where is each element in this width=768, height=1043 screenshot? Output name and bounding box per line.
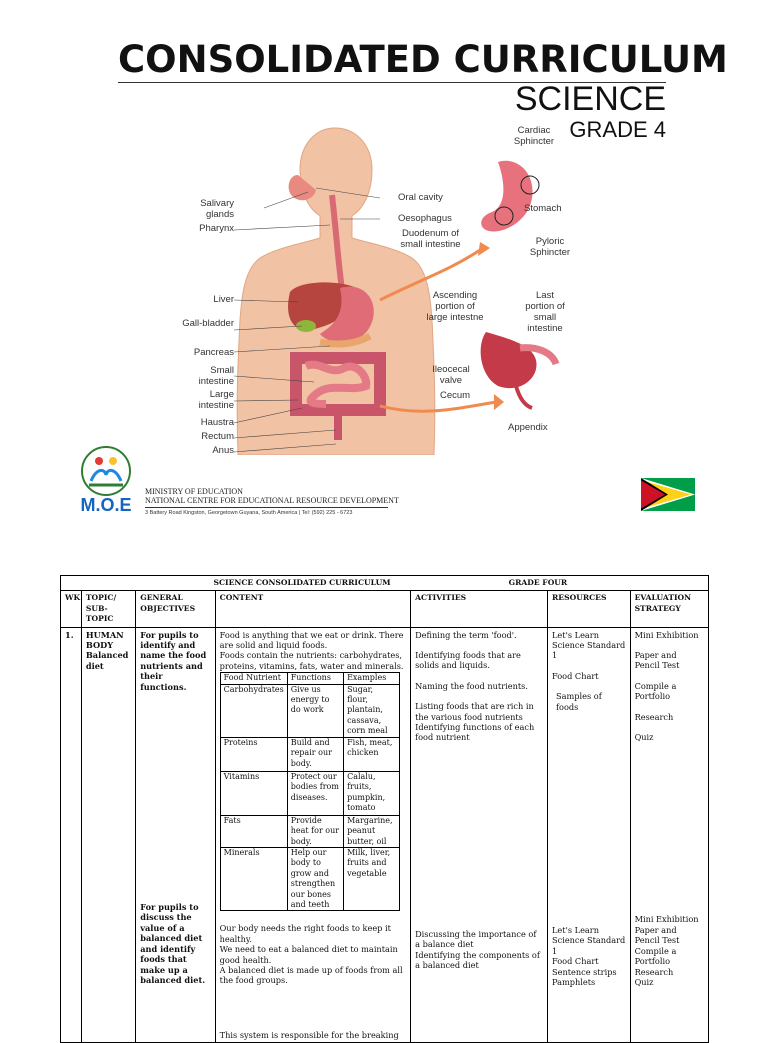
document-title: CONSOLIDATED CURRICULUM bbox=[118, 38, 728, 81]
nutrient-examples: Margarine, peanut butter, oil bbox=[344, 815, 400, 847]
nutrient-name: Minerals bbox=[220, 847, 287, 910]
header-evaluation: EVALUATION STRATEGY bbox=[630, 591, 708, 627]
content-paragraph: We need to eat a balanced diet to maintain good health. bbox=[219, 944, 398, 965]
content-paragraph: Foods contain the nutrients: carbohydrates, proteins, vitamins, fats, water and minerals. bbox=[219, 650, 404, 671]
ministry-divider bbox=[145, 507, 388, 508]
nutrient-function: Protect our bodies from diseases. bbox=[287, 771, 343, 815]
evaluation-item: Mini Exhibition bbox=[634, 914, 699, 925]
table-grade: GRADE FOUR bbox=[411, 576, 709, 591]
activity-item: Identifying the components of a balanced diet bbox=[415, 949, 540, 971]
label-ileocecal-valve: Ileocecal valve bbox=[432, 364, 470, 386]
label-liver: Liver bbox=[213, 294, 234, 305]
objectives-cell bbox=[136, 627, 215, 1043]
nutrient-header: Functions bbox=[287, 673, 343, 684]
label-salivary-glands: Salivary glands bbox=[200, 198, 234, 220]
label-stomach: Stomach bbox=[524, 203, 562, 214]
evaluation-item: Compile a Portfolio bbox=[634, 945, 677, 967]
label-haustra: Haustra bbox=[200, 417, 234, 428]
objective-1: For pupils to identify and name the food nutrients and their functions. bbox=[140, 629, 207, 692]
header-resources: RESOURCES bbox=[548, 591, 631, 627]
nutrient-function: Build and repair our body. bbox=[287, 737, 343, 771]
label-last-portion: Last portion of small intestine bbox=[525, 290, 565, 334]
nutrient-name: Vitamins bbox=[220, 771, 287, 815]
label-large-intestine: Large intestine bbox=[198, 389, 234, 411]
ministry-address: 3 Battery Road Kingston, Georgetown Guyana, South America | Tel: (592) 225 - 6723 bbox=[145, 510, 353, 516]
header-topic: TOPIC/ SUB-TOPIC bbox=[81, 591, 135, 627]
content-paragraph: A balanced diet is made up of foods from all the food groups. bbox=[219, 964, 403, 986]
label-duodenum: Duodenum of small intestine bbox=[400, 228, 461, 250]
grade-heading: GRADE 4 bbox=[569, 117, 666, 142]
label-oral-cavity: Oral cavity bbox=[398, 192, 443, 203]
label-pharynx: Pharynx bbox=[199, 223, 234, 234]
nutrient-name: Fats bbox=[220, 815, 287, 847]
header-wk: WK bbox=[61, 591, 82, 627]
ministry-name bbox=[145, 487, 399, 505]
nutrient-function: Give us energy to do work bbox=[287, 684, 343, 737]
ministry-logo bbox=[75, 445, 137, 521]
resources-cell bbox=[548, 627, 631, 1043]
nutrient-name: Proteins bbox=[220, 737, 287, 771]
curriculum-table bbox=[60, 575, 709, 1043]
objective-2: For pupils to discuss the value of a balanced diet and identify foods that make up a balanced diet. bbox=[140, 902, 206, 985]
activity-item: Defining the term 'food'. bbox=[415, 629, 517, 640]
resource-item: Food Chart bbox=[552, 670, 599, 681]
nutrient-name: Carbohydrates bbox=[220, 684, 287, 737]
table-row bbox=[61, 627, 709, 1043]
nutrient-header: Food Nutrient bbox=[220, 673, 287, 684]
label-pyloric-sphincter: Pyloric Sphincter bbox=[529, 236, 571, 258]
activities-cell bbox=[411, 627, 548, 1043]
topic-cell bbox=[81, 627, 135, 1043]
digestive-system-illustration bbox=[180, 120, 580, 455]
nutrient-examples: Fish, meat, chicken bbox=[344, 737, 400, 771]
content-cell bbox=[215, 627, 410, 1043]
evaluation-item: Compile a Portfolio bbox=[634, 680, 677, 702]
evaluation-item: Quiz bbox=[634, 976, 654, 987]
evaluation-item: Mini Exhibition bbox=[634, 629, 699, 640]
header-activities: ACTIVITIES bbox=[411, 591, 548, 627]
header-objectives: GENERAL OBJECTIVES bbox=[136, 591, 215, 627]
ministry-line-1: MINISTRY OF EDUCATION bbox=[145, 487, 243, 496]
nutrients-table bbox=[220, 672, 400, 911]
topic-sub: Balanced diet bbox=[85, 650, 129, 671]
resource-item: Food Chart bbox=[552, 956, 599, 967]
logo-text: M.O.E bbox=[80, 495, 132, 515]
resource-item: Samples of foods bbox=[556, 691, 602, 712]
subject-heading: SCIENCE bbox=[514, 80, 666, 118]
label-anus: Anus bbox=[212, 445, 234, 456]
evaluation-item: Research bbox=[634, 966, 674, 977]
activity-item: Identifying functions of each food nutrient bbox=[415, 722, 535, 743]
label-appendix: Appendix bbox=[508, 422, 548, 433]
activity-item: Naming the food nutrients. bbox=[415, 680, 528, 691]
activity-item: Listing foods that are rich in the various food nutrients bbox=[415, 701, 534, 722]
evaluation-item: Paper and Pencil Test bbox=[634, 924, 680, 946]
evaluation-item: Quiz bbox=[634, 732, 654, 743]
nutrient-function: Help our body to grow and strengthen our bones and teeth bbox=[287, 847, 343, 910]
table-title: SCIENCE CONSOLIDATED CURRICULUM bbox=[61, 576, 411, 591]
topic-main: HUMAN BODY bbox=[85, 629, 124, 651]
resource-item: Let's Learn Science Standard 1 bbox=[552, 925, 626, 956]
label-gall-bladder: Gall-bladder bbox=[182, 318, 234, 329]
evaluation-cell bbox=[630, 627, 708, 1043]
label-oesophagus: Oesophagus bbox=[398, 213, 452, 224]
nutrient-examples: Calalu, fruits, pumpkin, tomato bbox=[344, 771, 400, 815]
evaluation-item: Paper and Pencil Test bbox=[634, 650, 680, 671]
resource-item: Pamphlets bbox=[552, 977, 596, 988]
header-content: CONTENT bbox=[215, 591, 410, 627]
label-rectum: Rectum bbox=[201, 431, 234, 442]
label-cecum: Cecum bbox=[440, 390, 471, 401]
nutrient-function: Provide heat for our body. bbox=[287, 815, 343, 847]
label-pancreas: Pancreas bbox=[193, 347, 234, 358]
label-ascending-portion: Ascending portion of large intestne bbox=[426, 290, 484, 323]
content-paragraph: This system is responsible for the breaking bbox=[219, 1029, 399, 1040]
content-paragraph: Our body needs the right foods to keep it healthy. bbox=[219, 923, 391, 944]
label-small-intestine: Small intestine bbox=[198, 365, 234, 387]
label-cardiac-sphincter: Cardiac Sphincter bbox=[513, 125, 555, 147]
nutrient-examples: Milk, liver, fruits and vegetable bbox=[344, 847, 400, 910]
nutrient-examples: Sugar, flour, plantain, cassava, corn meal bbox=[344, 684, 400, 737]
activity-item: Identifying foods that are solids and liquids. bbox=[415, 650, 521, 671]
content-paragraph: Food is anything that we eat or drink. There are solid and liquid foods. bbox=[219, 629, 404, 651]
resource-item: Sentence strips bbox=[552, 966, 617, 977]
nutrient-header: Examples bbox=[344, 673, 400, 684]
activity-item: Discussing the importance of a balance diet bbox=[415, 928, 537, 950]
guyana-flag bbox=[641, 478, 695, 511]
ministry-line-2: NATIONAL CENTRE FOR EDUCATIONAL RESOURCE DEVELOPMENT bbox=[145, 496, 399, 505]
resource-item: Let's Learn Science Standard 1 bbox=[552, 629, 626, 661]
evaluation-item: Research bbox=[634, 711, 674, 722]
week-number: 1. bbox=[61, 627, 82, 1043]
